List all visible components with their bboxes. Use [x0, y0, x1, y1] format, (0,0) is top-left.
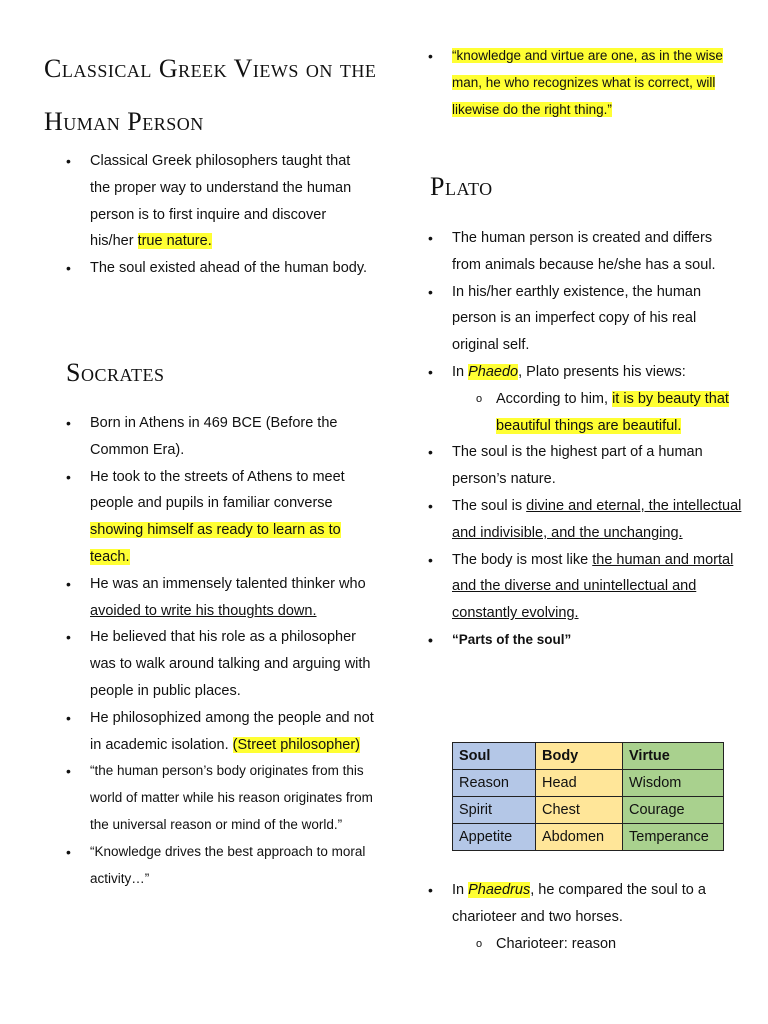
parts-of-soul-table [452, 742, 724, 851]
list-item: • “Parts of the soul” [452, 627, 742, 654]
socrates-heading: Socrates [66, 358, 165, 387]
table-header-row [453, 743, 724, 770]
list-item: • Born in Athens in 469 BCE (Before the Common Era). [90, 410, 375, 464]
table-header-cell: Virtue [623, 743, 724, 770]
list-item: • The soul is the highest part of a human person’s nature. [452, 439, 742, 493]
table-cell: Head [536, 770, 623, 797]
table-row [453, 770, 724, 797]
list-item: • The body is most like the human and mortal and the diverse and unintellectual and constantly evolving. [452, 547, 742, 627]
plato-heading: Plato [430, 172, 493, 201]
table-cell: Courage [623, 797, 724, 824]
table-cell: Abdomen [536, 824, 623, 851]
socrates-list [90, 410, 375, 892]
list-item: • The human person is created and differs from animals because he/she has a soul. [452, 225, 742, 279]
list-item: • “knowledge and virtue are one, as in the wise man, he who recognizes what is correct, will likewise do the right thing.” [452, 43, 742, 123]
list-item: • He took to the streets of Athens to meet people and pupils in familiar converse showing himself as ready to learn as to teach. [90, 464, 375, 571]
list-item: • The soul is divine and eternal, the intellectual and indivisible, and the unchanging. [452, 493, 742, 547]
list-item: • “the human person’s body originates from this world of matter while his reason originates from the universal reason or mind of the world.” [90, 758, 375, 838]
list-item: • “Knowledge drives the best approach to moral activity…” [90, 839, 375, 893]
table-row [453, 824, 724, 851]
table-cell: Chest [536, 797, 623, 824]
table-cell: Appetite [453, 824, 536, 851]
list-item: • He believed that his role as a philosopher was to walk around talking and arguing with people in public places. [90, 624, 375, 704]
sub-list-item: o According to him, it is by beauty that beautiful things are beautiful. [496, 386, 742, 440]
quote-list [452, 43, 742, 123]
list-item: • Classical Greek philosophers taught that the proper way to understand the human person is to first inquire and discover his/her true nature. [90, 148, 370, 255]
list-item: • In his/her earthly existence, the human person is an imperfect copy of his real original self. [452, 279, 742, 359]
table-header-cell: Body [536, 743, 623, 770]
sub-list-item: o Charioteer: reason [496, 931, 742, 958]
table-cell: Reason [453, 770, 536, 797]
table-cell: Temperance [623, 824, 724, 851]
list-item: • The soul existed ahead of the human body. [90, 255, 370, 282]
table-cell: Wisdom [623, 770, 724, 797]
table-header-cell: Soul [453, 743, 536, 770]
list-item: • He was an immensely talented thinker who avoided to write his thoughts down. [90, 571, 375, 625]
list-item: • In Phaedrus, he compared the soul to a charioteer and two horses. [452, 877, 742, 931]
page-title: Classical Greek Views on the Human Person [44, 54, 377, 136]
list-item: • He philosophized among the people and not in academic isolation. (Street philosopher) [90, 705, 375, 759]
intro-list [90, 148, 370, 282]
table-row [453, 797, 724, 824]
plato-list [452, 225, 742, 654]
list-item: • In Phaedo, Plato presents his views: [452, 359, 742, 386]
phaedrus-list [452, 877, 742, 957]
table-cell: Spirit [453, 797, 536, 824]
